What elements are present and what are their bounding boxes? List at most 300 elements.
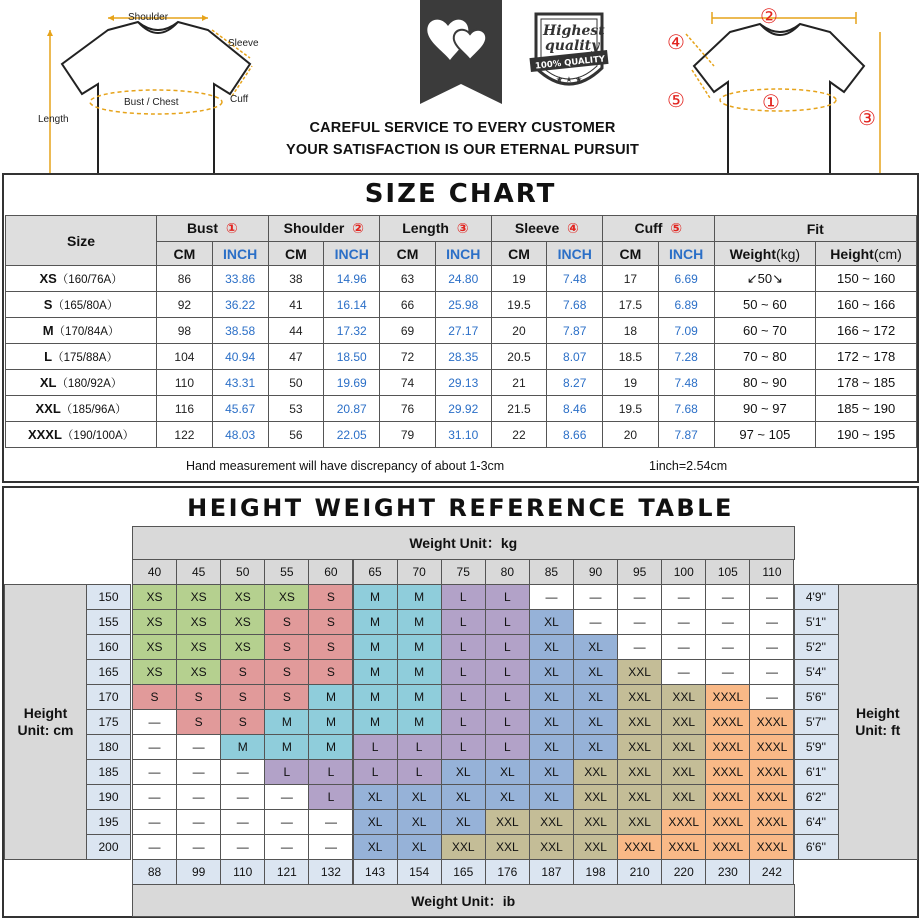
weight-kg-value: 80 bbox=[485, 559, 530, 585]
inch-value: 7.48 bbox=[547, 266, 603, 292]
inch-unit-header: INCH bbox=[324, 242, 380, 266]
sleeve-header: Sleeve ④ bbox=[491, 216, 602, 242]
cm-value: 110 bbox=[157, 370, 213, 396]
size-recommendation-cell: XXL bbox=[617, 659, 662, 685]
weight-lb-value: 176 bbox=[485, 859, 530, 885]
conversion-note: 1inch=2.54cm bbox=[649, 459, 728, 473]
inch-value: 7.09 bbox=[658, 318, 714, 344]
inch-value: 16.14 bbox=[324, 292, 380, 318]
size-recommendation-cell: L bbox=[397, 734, 442, 760]
height-cm-value: 175 bbox=[86, 709, 131, 735]
weight-kg-value: 85 bbox=[529, 559, 574, 585]
inch-value: 36.22 bbox=[212, 292, 268, 318]
height-ft-value: 5'4'' bbox=[794, 659, 839, 685]
length-header: Length ③ bbox=[380, 216, 491, 242]
inch-value: 17.32 bbox=[324, 318, 380, 344]
size-recommendation-cell: XL bbox=[353, 784, 398, 810]
size-recommendation-cell: XS bbox=[220, 634, 265, 660]
inch-value: 45.67 bbox=[212, 396, 268, 422]
size-recommendation-cell: — bbox=[264, 834, 309, 860]
size-recommendation-cell: XL bbox=[353, 809, 398, 835]
height-weight-reference bbox=[2, 486, 919, 918]
size-recommendation-cell: L bbox=[485, 634, 530, 660]
table-row bbox=[6, 344, 917, 370]
size-recommendation-cell: — bbox=[308, 809, 353, 835]
cm-unit-header: CM bbox=[603, 242, 659, 266]
fit-height: 150 ~ 160 bbox=[816, 266, 917, 292]
size-recommendation-cell: XXXL bbox=[705, 809, 750, 835]
size-recommendation-cell: S bbox=[132, 684, 177, 710]
size-recommendation-cell: — bbox=[661, 609, 706, 635]
weight-lb-value: 110 bbox=[220, 859, 265, 885]
cm-value: 19.5 bbox=[603, 396, 659, 422]
size-recommendation-cell: L bbox=[308, 759, 353, 785]
size-recommendation-cell: S bbox=[308, 584, 353, 610]
size-recommendation-cell: L bbox=[485, 734, 530, 760]
size-recommendation-cell: XS bbox=[132, 584, 177, 610]
size-rows bbox=[6, 266, 917, 448]
cm-value: 19 bbox=[491, 266, 547, 292]
cm-value: 18 bbox=[603, 318, 659, 344]
size-recommendation-cell: XXXL bbox=[749, 784, 794, 810]
size-recommendation-cell: — bbox=[132, 759, 177, 785]
size-recommendation-cell: — bbox=[220, 834, 265, 860]
height-cm-value: 180 bbox=[86, 734, 131, 760]
inch-value: 19.69 bbox=[324, 370, 380, 396]
size-recommendation-cell: XXXL bbox=[749, 809, 794, 835]
weight-kg-value: 110 bbox=[749, 559, 794, 585]
inch-value: 22.05 bbox=[324, 422, 380, 448]
size-recommendation-cell: L bbox=[441, 734, 486, 760]
inch-value: 29.92 bbox=[435, 396, 491, 422]
cm-value: 56 bbox=[268, 422, 324, 448]
inch-value: 40.94 bbox=[212, 344, 268, 370]
height-ft-value: 5'6'' bbox=[794, 684, 839, 710]
cm-value: 104 bbox=[157, 344, 213, 370]
size-recommendation-cell: S bbox=[220, 659, 265, 685]
size-recommendation-cell: M bbox=[353, 709, 398, 735]
inch-value: 20.87 bbox=[324, 396, 380, 422]
length-marker: ③ bbox=[858, 106, 876, 130]
weight-lb-value: 198 bbox=[573, 859, 618, 885]
size-recommendation-cell: XXL bbox=[661, 784, 706, 810]
quality-badge bbox=[528, 8, 610, 105]
size-recommendation-cell: XXL bbox=[617, 809, 662, 835]
fit-weight: ↙50↘ bbox=[714, 266, 816, 292]
weight-kg-value: 100 bbox=[661, 559, 706, 585]
weight-lb-value: 242 bbox=[749, 859, 794, 885]
height-unit-header: Height(cm) bbox=[816, 242, 917, 266]
fit-weight: 50 ~ 60 bbox=[714, 292, 816, 318]
size-recommendation-cell: XL bbox=[529, 659, 574, 685]
cm-value: 21.5 bbox=[491, 396, 547, 422]
size-recommendation-cell: XL bbox=[529, 709, 574, 735]
weight-kg-value: 60 bbox=[308, 559, 353, 585]
size-table bbox=[5, 215, 917, 448]
size-recommendation-cell: M bbox=[397, 634, 442, 660]
size-recommendation-cell: — bbox=[705, 659, 750, 685]
size-recommendation-cell: XXL bbox=[617, 684, 662, 710]
header bbox=[0, 0, 921, 172]
size-recommendation-cell: XL bbox=[441, 784, 486, 810]
size-recommendation-cell: XXL bbox=[661, 759, 706, 785]
size-recommendation-cell: XL bbox=[573, 709, 618, 735]
size-recommendation-cell: XL bbox=[573, 684, 618, 710]
weight-lb-header: Weight Unit：ib bbox=[132, 884, 795, 917]
size-recommendation-cell: XXXL bbox=[661, 809, 706, 835]
cm-value: 122 bbox=[157, 422, 213, 448]
size-label: S（165/80A） bbox=[6, 292, 157, 318]
height-cm-value: 185 bbox=[86, 759, 131, 785]
size-recommendation-cell: XS bbox=[176, 659, 221, 685]
size-recommendation-cell: M bbox=[397, 659, 442, 685]
weight-kg-value: 45 bbox=[176, 559, 221, 585]
cm-value: 74 bbox=[380, 370, 436, 396]
size-recommendation-cell: S bbox=[264, 659, 309, 685]
inch-value: 6.69 bbox=[658, 266, 714, 292]
table-row bbox=[6, 292, 917, 318]
size-recommendation-cell: L bbox=[485, 584, 530, 610]
length-label: Length bbox=[38, 114, 69, 125]
weight-lb-value: 220 bbox=[661, 859, 706, 885]
cm-value: 72 bbox=[380, 344, 436, 370]
size-recommendation-cell: L bbox=[441, 684, 486, 710]
weight-kg-value: 55 bbox=[264, 559, 309, 585]
size-recommendation-cell: XL bbox=[529, 734, 574, 760]
size-recommendation-cell: XXL bbox=[573, 784, 618, 810]
table-row bbox=[6, 318, 917, 344]
height-cm-value: 200 bbox=[86, 834, 131, 860]
size-recommendation-cell: XXXL bbox=[749, 734, 794, 760]
inch-value: 33.86 bbox=[212, 266, 268, 292]
cm-value: 19 bbox=[603, 370, 659, 396]
size-recommendation-cell: XL bbox=[441, 759, 486, 785]
size-recommendation-cell: S bbox=[220, 709, 265, 735]
height-ft-value: 6'6'' bbox=[794, 834, 839, 860]
height-ft-value: 5'7'' bbox=[794, 709, 839, 735]
size-recommendation-cell: XXXL bbox=[705, 759, 750, 785]
cm-value: 38 bbox=[268, 266, 324, 292]
size-recommendation-cell: XXL bbox=[661, 709, 706, 735]
inch-value: 7.68 bbox=[658, 396, 714, 422]
size-recommendation-cell: L bbox=[441, 709, 486, 735]
size-recommendation-cell: XL bbox=[529, 759, 574, 785]
weight-kg-value: 70 bbox=[397, 559, 442, 585]
badge-line-3: 100% QUALITY bbox=[534, 54, 606, 72]
cm-value: 47 bbox=[268, 344, 324, 370]
size-recommendation-cell: XL bbox=[353, 834, 398, 860]
size-recommendation-cell: L bbox=[264, 759, 309, 785]
cm-value: 79 bbox=[380, 422, 436, 448]
size-recommendation-cell: XXXL bbox=[661, 834, 706, 860]
size-recommendation-cell: XL bbox=[573, 734, 618, 760]
size-recommendation-cell: XS bbox=[176, 584, 221, 610]
size-recommendation-cell: — bbox=[176, 784, 221, 810]
size-recommendation-cell: M bbox=[264, 734, 309, 760]
cm-unit-header: CM bbox=[157, 242, 213, 266]
size-recommendation-cell: — bbox=[264, 784, 309, 810]
size-label: XXXL（190/100A） bbox=[6, 422, 157, 448]
size-recommendation-cell: S bbox=[220, 684, 265, 710]
weight-lb-value: 132 bbox=[308, 859, 353, 885]
size-recommendation-cell: XXL bbox=[485, 809, 530, 835]
height-ft-value: 4'9'' bbox=[794, 584, 839, 610]
height-ft-header: Height Unit: ft bbox=[838, 584, 919, 860]
fit-height: 166 ~ 172 bbox=[816, 318, 917, 344]
size-recommendation-cell: XL bbox=[397, 809, 442, 835]
hearts-icon bbox=[420, 0, 502, 104]
size-recommendation-cell: S bbox=[176, 684, 221, 710]
size-recommendation-cell: — bbox=[220, 759, 265, 785]
size-recommendation-cell: L bbox=[353, 759, 398, 785]
cuff-marker: ⑤ bbox=[667, 88, 685, 112]
cm-value: 92 bbox=[157, 292, 213, 318]
height-cm-value: 160 bbox=[86, 634, 131, 660]
cm-value: 66 bbox=[380, 292, 436, 318]
cm-value: 22 bbox=[491, 422, 547, 448]
inch-value: 25.98 bbox=[435, 292, 491, 318]
inch-value: 43.31 bbox=[212, 370, 268, 396]
size-recommendation-cell: XXXL bbox=[705, 734, 750, 760]
fit-header: Fit bbox=[714, 216, 916, 242]
weight-lb-value: 99 bbox=[176, 859, 221, 885]
size-recommendation-cell: M bbox=[264, 709, 309, 735]
cuff-header: Cuff ⑤ bbox=[603, 216, 714, 242]
size-chart-title: SIZE CHART bbox=[364, 179, 557, 209]
size-recommendation-cell: M bbox=[397, 609, 442, 635]
size-recommendation-cell: S bbox=[308, 609, 353, 635]
size-recommendation-cell: XXL bbox=[617, 709, 662, 735]
cm-value: 63 bbox=[380, 266, 436, 292]
size-recommendation-cell: XXL bbox=[573, 834, 618, 860]
size-recommendation-cell: XXXL bbox=[705, 784, 750, 810]
shoulder-header: Shoulder ② bbox=[268, 216, 380, 242]
size-recommendation-cell: — bbox=[176, 834, 221, 860]
height-cm-value: 190 bbox=[86, 784, 131, 810]
cm-value: 98 bbox=[157, 318, 213, 344]
size-chart bbox=[2, 173, 919, 483]
cm-unit-header: CM bbox=[491, 242, 547, 266]
shoulder-marker: ② bbox=[760, 4, 778, 28]
size-recommendation-cell: XXL bbox=[661, 684, 706, 710]
size-recommendation-cell: XXXL bbox=[705, 834, 750, 860]
size-recommendation-cell: XL bbox=[397, 784, 442, 810]
inch-value: 14.96 bbox=[324, 266, 380, 292]
weight-lb-value: 121 bbox=[264, 859, 309, 885]
size-recommendation-cell: — bbox=[705, 584, 750, 610]
height-cm-header: Height Unit: cm bbox=[4, 584, 87, 860]
cm-value: 18.5 bbox=[603, 344, 659, 370]
size-recommendation-cell: — bbox=[749, 659, 794, 685]
inch-value: 6.89 bbox=[658, 292, 714, 318]
weight-lb-value: 210 bbox=[617, 859, 662, 885]
inch-unit-header: INCH bbox=[212, 242, 268, 266]
size-recommendation-cell: S bbox=[176, 709, 221, 735]
cm-value: 20 bbox=[603, 422, 659, 448]
size-recommendation-cell: — bbox=[176, 809, 221, 835]
height-cm-value: 165 bbox=[86, 659, 131, 685]
size-recommendation-cell: XXL bbox=[617, 784, 662, 810]
inch-value: 8.07 bbox=[547, 344, 603, 370]
size-label: L（175/88A） bbox=[6, 344, 157, 370]
weight-kg-value: 95 bbox=[617, 559, 662, 585]
size-recommendation-cell: XS bbox=[220, 584, 265, 610]
weight-kg-header: Weight Unit：kg bbox=[132, 526, 795, 560]
size-recommendation-cell: XS bbox=[176, 609, 221, 635]
size-label: XXL（185/96A） bbox=[6, 396, 157, 422]
size-recommendation-cell: — bbox=[617, 609, 662, 635]
cm-value: 20.5 bbox=[491, 344, 547, 370]
badge-line-2: quality bbox=[545, 38, 600, 54]
inch-value: 24.80 bbox=[435, 266, 491, 292]
cm-value: 21 bbox=[491, 370, 547, 396]
cm-value: 50 bbox=[268, 370, 324, 396]
inch-value: 18.50 bbox=[324, 344, 380, 370]
size-recommendation-cell: XXL bbox=[529, 809, 574, 835]
height-cm-value: 150 bbox=[86, 584, 131, 610]
bust-header: Bust ① bbox=[157, 216, 268, 242]
size-recommendation-cell: XL bbox=[529, 784, 574, 810]
size-recommendation-cell: L bbox=[485, 659, 530, 685]
size-recommendation-cell: — bbox=[617, 584, 662, 610]
weight-kg-value: 40 bbox=[132, 559, 177, 585]
size-recommendation-cell: M bbox=[353, 584, 398, 610]
size-label: XL（180/92A） bbox=[6, 370, 157, 396]
size-recommendation-cell: L bbox=[397, 759, 442, 785]
size-recommendation-cell: — bbox=[132, 834, 177, 860]
weight-lb-value: 165 bbox=[441, 859, 486, 885]
size-note bbox=[4, 456, 917, 478]
height-ft-value: 6'2'' bbox=[794, 784, 839, 810]
size-recommendation-cell: XXXL bbox=[749, 759, 794, 785]
fit-weight: 60 ~ 70 bbox=[714, 318, 816, 344]
cm-value: 20 bbox=[491, 318, 547, 344]
size-recommendation-cell: — bbox=[220, 809, 265, 835]
size-recommendation-cell: M bbox=[353, 684, 398, 710]
tagline-1: CAREFUL SERVICE TO EVERY CUSTOMER bbox=[309, 120, 616, 136]
bust-marker: ① bbox=[762, 90, 780, 114]
inch-value: 8.46 bbox=[547, 396, 603, 422]
weight-kg-value: 90 bbox=[573, 559, 618, 585]
size-recommendation-cell: XXXL bbox=[749, 834, 794, 860]
cm-value: 76 bbox=[380, 396, 436, 422]
size-recommendation-cell: — bbox=[176, 759, 221, 785]
weight-kg-value: 65 bbox=[353, 559, 398, 585]
cm-value: 17 bbox=[603, 266, 659, 292]
size-recommendation-cell: S bbox=[264, 684, 309, 710]
size-recommendation-cell: XS bbox=[264, 584, 309, 610]
inch-value: 8.27 bbox=[547, 370, 603, 396]
size-recommendation-cell: L bbox=[308, 784, 353, 810]
size-recommendation-cell: — bbox=[573, 584, 618, 610]
size-recommendation-cell: L bbox=[485, 709, 530, 735]
size-recommendation-cell: XL bbox=[397, 834, 442, 860]
weight-kg-value: 75 bbox=[441, 559, 486, 585]
size-recommendation-cell: XS bbox=[132, 634, 177, 660]
cm-value: 19.5 bbox=[491, 292, 547, 318]
size-recommendation-cell: XL bbox=[529, 609, 574, 635]
size-recommendation-cell: L bbox=[441, 634, 486, 660]
height-cm-value: 195 bbox=[86, 809, 131, 835]
size-recommendation-cell: XL bbox=[485, 759, 530, 785]
weight-lb-value: 143 bbox=[353, 859, 398, 885]
sleeve-marker: ④ bbox=[667, 30, 685, 54]
weight-lb-value: 230 bbox=[705, 859, 750, 885]
cm-value: 116 bbox=[157, 396, 213, 422]
fit-height: 178 ~ 185 bbox=[816, 370, 917, 396]
inch-value: 7.48 bbox=[658, 370, 714, 396]
size-recommendation-cell: XL bbox=[529, 684, 574, 710]
weight-lb-value: 187 bbox=[529, 859, 574, 885]
size-recommendation-cell: XXXL bbox=[749, 709, 794, 735]
cm-value: 53 bbox=[268, 396, 324, 422]
size-recommendation-cell: L bbox=[441, 659, 486, 685]
size-label: M（170/84A） bbox=[6, 318, 157, 344]
size-recommendation-cell: XXL bbox=[617, 759, 662, 785]
size-recommendation-cell: XXL bbox=[573, 759, 618, 785]
size-recommendation-cell: XXL bbox=[441, 834, 486, 860]
size-recommendation-cell: XS bbox=[176, 634, 221, 660]
size-recommendation-cell: XXXL bbox=[617, 834, 662, 860]
shoulder-label: Shoulder bbox=[128, 12, 169, 23]
table-row bbox=[6, 370, 917, 396]
size-recommendation-cell: L bbox=[441, 609, 486, 635]
inch-value: 7.87 bbox=[547, 318, 603, 344]
inch-unit-header: INCH bbox=[658, 242, 714, 266]
size-recommendation-cell: XXXL bbox=[705, 684, 750, 710]
size-recommendation-cell: M bbox=[308, 734, 353, 760]
size-recommendation-cell: — bbox=[661, 634, 706, 660]
fit-height: 190 ~ 195 bbox=[816, 422, 917, 448]
size-recommendation-cell: — bbox=[749, 609, 794, 635]
size-recommendation-cell: L bbox=[485, 609, 530, 635]
badge-line-1: Highest bbox=[543, 23, 605, 39]
cm-value: 86 bbox=[157, 266, 213, 292]
size-recommendation-cell: — bbox=[264, 809, 309, 835]
inch-value: 27.17 bbox=[435, 318, 491, 344]
size-recommendation-cell: XL bbox=[441, 809, 486, 835]
size-recommendation-cell: S bbox=[264, 634, 309, 660]
height-ft-value: 6'4'' bbox=[794, 809, 839, 835]
cm-unit-header: CM bbox=[268, 242, 324, 266]
measurement-note: Hand measurement will have discrepancy of about 1-3cm bbox=[186, 459, 505, 473]
height-cm-value: 170 bbox=[86, 684, 131, 710]
size-recommendation-cell: M bbox=[397, 584, 442, 610]
size-recommendation-cell: L bbox=[441, 584, 486, 610]
size-recommendation-cell: — bbox=[705, 609, 750, 635]
svg-text:★ ★ ★: ★ ★ ★ bbox=[555, 75, 583, 84]
size-recommendation-cell: XXL bbox=[485, 834, 530, 860]
size-recommendation-cell: XL bbox=[573, 634, 618, 660]
fit-weight: 70 ~ 80 bbox=[714, 344, 816, 370]
table-row bbox=[6, 396, 917, 422]
size-recommendation-cell: XXXL bbox=[705, 709, 750, 735]
size-recommendation-cell: M bbox=[353, 634, 398, 660]
fit-weight: 90 ~ 97 bbox=[714, 396, 816, 422]
size-recommendation-cell: XS bbox=[132, 659, 177, 685]
weight-lb-value: 154 bbox=[397, 859, 442, 885]
size-recommendation-cell: S bbox=[308, 634, 353, 660]
inch-unit-header: INCH bbox=[435, 242, 491, 266]
fit-height: 185 ~ 190 bbox=[816, 396, 917, 422]
size-recommendation-cell: — bbox=[308, 834, 353, 860]
inch-value: 7.28 bbox=[658, 344, 714, 370]
size-recommendation-cell: XL bbox=[573, 659, 618, 685]
bust-label: Bust / Chest bbox=[124, 97, 179, 108]
heart-banner bbox=[420, 0, 502, 109]
height-ft-value: 5'9'' bbox=[794, 734, 839, 760]
height-ft-value: 5'1'' bbox=[794, 609, 839, 635]
